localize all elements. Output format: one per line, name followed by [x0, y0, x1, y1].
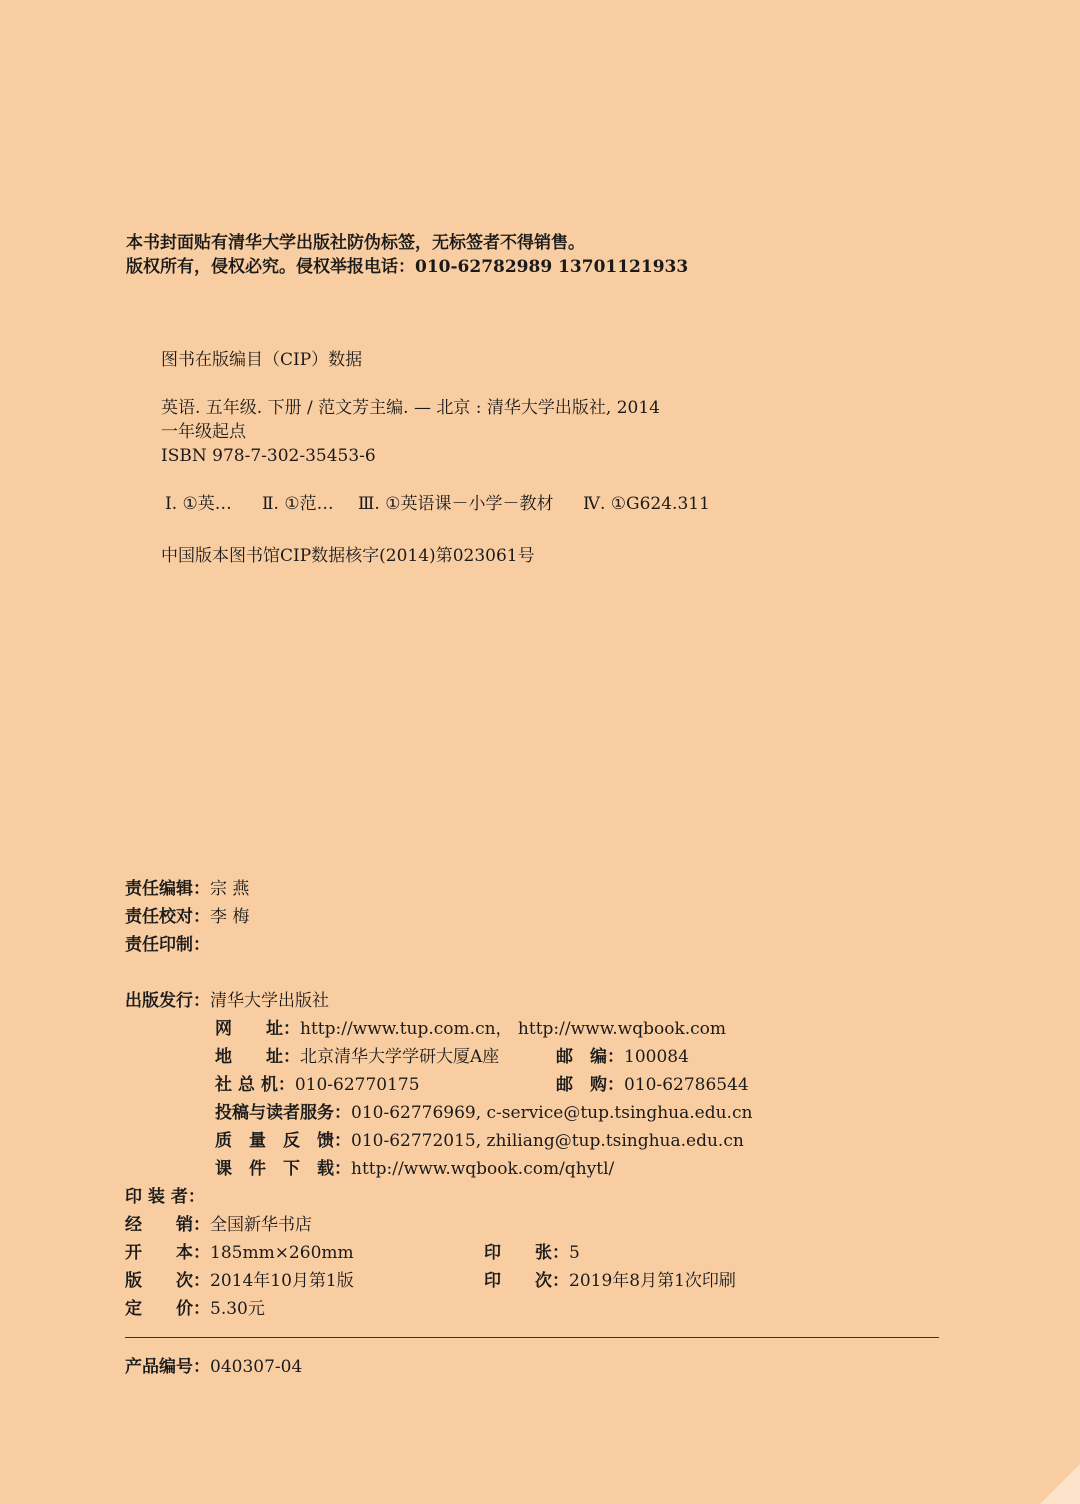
format-label: 开 本： — [125, 1243, 210, 1263]
distributor-label: 经 销： — [125, 1215, 210, 1235]
cip-heading: 图书在版编目（CIP）数据 — [161, 350, 363, 370]
cip-record: 中国版本图书馆CIP数据核字(2014)第023061号 — [161, 546, 535, 566]
editor-label: 责任编辑： — [125, 879, 210, 899]
sheets-label: 印 张： — [484, 1243, 569, 1263]
cip-isbn: ISBN 978-7-302-35453-6 — [161, 446, 376, 466]
zip-label: 邮 编： — [556, 1047, 624, 1067]
copyright-notice: 版权所有，侵权必究。侵权举报电话：010-62782989 13701121933 — [126, 257, 689, 277]
cip-title-line: 英语. 五年级. 下册 / 范文芳主编. — 北京 : 清华大学出版社, 2014 — [161, 398, 660, 418]
switchboard-value: 010-62770175 — [294, 1075, 420, 1095]
distributor-row — [125, 1214, 312, 1236]
website-label: 网 址： — [215, 1019, 300, 1039]
print-manager-row — [125, 934, 210, 956]
cip-class-iii: Ⅲ. ①英语课－小学－教材 — [358, 494, 554, 514]
publisher-value: 清华大学出版社 — [210, 991, 329, 1011]
address-value: 北京清华大学学研大厦A座 — [300, 1047, 500, 1067]
distributor-value: 全国新华书店 — [210, 1215, 312, 1235]
anti-counterfeit-notice: 本书封面贴有清华大学出版社防伪标签，无标签者不得销售。 — [126, 233, 585, 253]
sheets-row — [484, 1242, 580, 1264]
product-code-label: 产品编号： — [125, 1357, 210, 1377]
format-row — [125, 1242, 354, 1264]
quality-feedback-value: 010-62772015, zhiliang@tup.tsinghua.edu.cn — [351, 1131, 744, 1151]
courseware-download-row — [215, 1158, 614, 1180]
mail-order-label: 邮 购： — [556, 1075, 624, 1095]
reader-service-row — [215, 1102, 752, 1124]
edition-row — [125, 1270, 354, 1292]
price-row — [125, 1298, 265, 1320]
printing-value: 2019年8月第1次印刷 — [569, 1271, 736, 1291]
printer-row — [125, 1186, 205, 1208]
cip-subtitle-line: 一年级起点 — [161, 422, 246, 442]
format-value: 185mm×260mm — [210, 1243, 354, 1263]
website-value: http://www.tup.com.cn， http://www.wqbook.com — [300, 1019, 727, 1039]
divider-rule — [125, 1337, 939, 1338]
editor-value: 宗 燕 — [210, 879, 250, 899]
reader-service-label: 投稿与读者服务： — [215, 1103, 351, 1123]
editor-row — [125, 878, 249, 900]
edition-value: 2014年10月第1版 — [210, 1271, 354, 1291]
printer-label: 印 装 者： — [125, 1187, 205, 1207]
proofreader-row — [125, 906, 249, 928]
zip-value: 100084 — [624, 1047, 689, 1067]
product-code-row — [125, 1356, 302, 1378]
page-curl-corner — [1040, 1464, 1080, 1504]
cip-class-iv: Ⅳ. ①G624.311 — [583, 494, 710, 514]
printing-label: 印 次： — [484, 1271, 569, 1291]
courseware-download-value: http://www.wqbook.com/qhytl/ — [351, 1159, 615, 1179]
edition-label: 版 次： — [125, 1271, 210, 1291]
mail-order-row — [556, 1074, 749, 1096]
address-label: 地 址： — [215, 1047, 300, 1067]
product-code-value: 040307-04 — [210, 1357, 303, 1377]
quality-feedback-label: 质 量 反 馈： — [215, 1131, 351, 1151]
cip-class-ii: Ⅱ. ①范… — [262, 494, 334, 514]
printing-row — [484, 1270, 736, 1292]
price-value: 5.30元 — [210, 1299, 265, 1319]
proofreader-value: 李 梅 — [210, 907, 250, 927]
zip-row — [556, 1046, 689, 1068]
proofreader-label: 责任校对： — [125, 907, 210, 927]
price-label: 定 价： — [125, 1299, 210, 1319]
publisher-row — [125, 990, 329, 1012]
print-manager-label: 责任印制： — [125, 935, 210, 955]
cip-class-i: Ⅰ. ①英… — [165, 494, 232, 514]
quality-feedback-row — [215, 1130, 744, 1152]
publisher-label: 出版发行： — [125, 991, 210, 1011]
website-row — [215, 1018, 726, 1040]
switchboard-label: 社 总 机： — [215, 1075, 295, 1095]
sheets-value: 5 — [569, 1243, 580, 1263]
mail-order-value: 010-62786544 — [624, 1075, 749, 1095]
switchboard-row — [215, 1074, 420, 1096]
courseware-download-label: 课 件 下 载： — [215, 1159, 351, 1179]
reader-service-value: 010-62776969, c-service@tup.tsinghua.edu.cn — [351, 1103, 753, 1123]
address-row — [215, 1046, 499, 1068]
